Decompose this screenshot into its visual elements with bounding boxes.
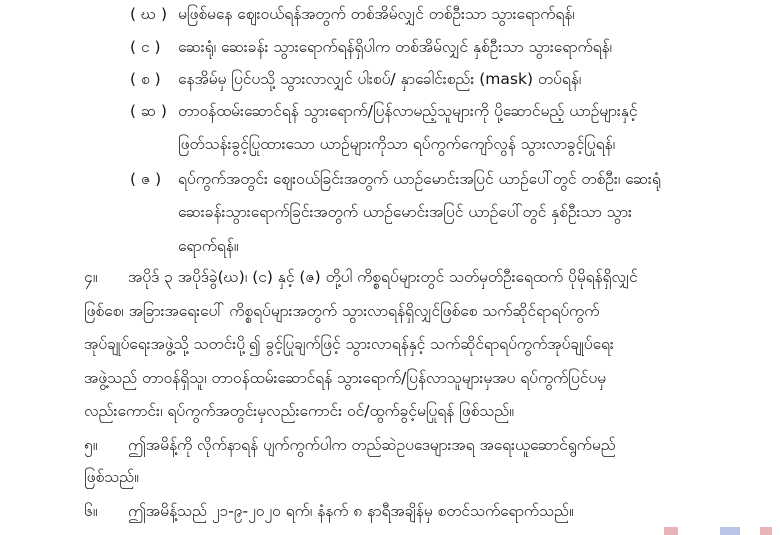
subitem-text: ရပ်ကွက်အတွင်း ဈေးဝယ်ခြင်းအတွက် ယာဉ်မောင်းအပြင် ယာဉ်ပေါ်တွင် တစ်ဦး၊ ဆေးရုံ bbox=[178, 170, 661, 188]
subitem-text: နေအိမ်မှ ပြင်ပသို့ သွားလာလျှင် ပါးစပ်/ နှာခေါင်းစည်း (mask) တပ်ရန်၊ bbox=[178, 70, 582, 88]
mark-red bbox=[760, 527, 772, 535]
paragraph-number: ၄။ bbox=[84, 268, 98, 286]
paragraph-number: ၆။ bbox=[84, 502, 98, 520]
subitem-text: ရောက်ရန်။ bbox=[178, 237, 239, 255]
paragraph-text: အုပ်ချုပ်ရေးအဖွဲ့သို့ သတင်းပို့၍ ခွင့်ပြုချက်ဖြင့် သွားလာရန်နှင့် သက်ဆိုင်ရာရပ်ကွက်အုပ်ချုပ်ရေး bbox=[84, 335, 614, 353]
paragraph-text: အပိုဒ် ၃ အပိုဒ်ခွဲ(ဃ)၊ (င) နှင့် (ဇ) တို့ပါ ကိစ္စရပ်များတွင် သတ်မှတ်ဦးရေထက် ပိုမိုရန်ရှိလျှင် bbox=[128, 268, 638, 286]
subitem-text: ဆေးရုံ၊ ဆေးခန်း သွားရောက်ရန်ရှိပါက တစ်အိမ်လျှင် နှစ်ဦးသာ သွားရောက်ရန်၊ bbox=[178, 38, 613, 56]
subitem-label: ( စ ) bbox=[130, 70, 161, 88]
subitem-text: တာဝန်ထမ်းဆောင်ရန် သွားရောက်/ပြန်လာမည့်သူများကို ပို့ဆောင်မည့် ယာဉ်များနှင့် bbox=[178, 102, 638, 120]
subitem-label: ( ဃ ) bbox=[130, 5, 168, 23]
mark-blue bbox=[720, 527, 740, 535]
subitem-text: ဆေးခန်းသွားရောက်ခြင်းအတွက် ယာဉ်မောင်းအပြင် ယာဉ်ပေါ်တွင် နှစ်ဦးသာ သွား bbox=[178, 203, 632, 221]
subitem-label: ( င ) bbox=[130, 38, 161, 56]
subitem-label: ( ဇ ) bbox=[130, 170, 162, 188]
paragraph-number: ၅။ bbox=[84, 436, 98, 454]
paragraph-text: ဤအမိန့်သည် ၂၁-၉-၂၀၂၀ ရက်၊ နံနက် ၈ နာရီအချိန်မှ စတင်သက်ရောက်သည်။ bbox=[128, 502, 574, 520]
subitem-text: မဖြစ်မနေ ဈေးဝယ်ရန်အတွက် တစ်အိမ်လျှင် တစ်ဦးသာ သွားရောက်ရန်၊ bbox=[178, 5, 575, 23]
scan-artifact-marks bbox=[660, 521, 780, 535]
paragraph-text: လည်းကောင်း၊ ရပ်ကွက်အတွင်းမှလည်းကောင်း ဝင်/ထွက်ခွင့်မပြုရန် ဖြစ်သည်။ bbox=[84, 402, 514, 420]
paragraph-text: ဤအမိန့်ကို လိုက်နာရန် ပျက်ကွက်ပါက တည်ဆဲဥပဒေများအရ အရေးယူဆောင်ရွက်မည် bbox=[128, 436, 616, 454]
subitem-label: ( ဆ ) bbox=[130, 102, 167, 120]
paragraph-text: ဖြစ်သည်။ bbox=[84, 468, 139, 486]
subitem-text: ဖြတ်သန်းခွင့်ပြုထားသော ယာဉ်များကိုသာ ရပ်ကွက်ကျော်လွန် သွားလာခွင့်ပြုရန်၊ bbox=[178, 135, 616, 153]
paragraph-text: အဖွဲ့သည် တာဝန်ရှိသူ၊ တာဝန်ထမ်းဆောင်ရန် သွားရောက်/ပြန်လာသူများမှအပ ရပ်ကွက်ပြင်ပမှ bbox=[84, 369, 607, 387]
paragraph-text: ဖြစ်စေ၊ အခြားအရေးပေါ် ကိစ္စရပ်များအတွက် သွားလာရန်ရှိလျှင်ဖြစ်စေ သက်ဆိုင်ရာရပ်ကွက် bbox=[84, 302, 600, 320]
mark-red bbox=[664, 527, 678, 535]
